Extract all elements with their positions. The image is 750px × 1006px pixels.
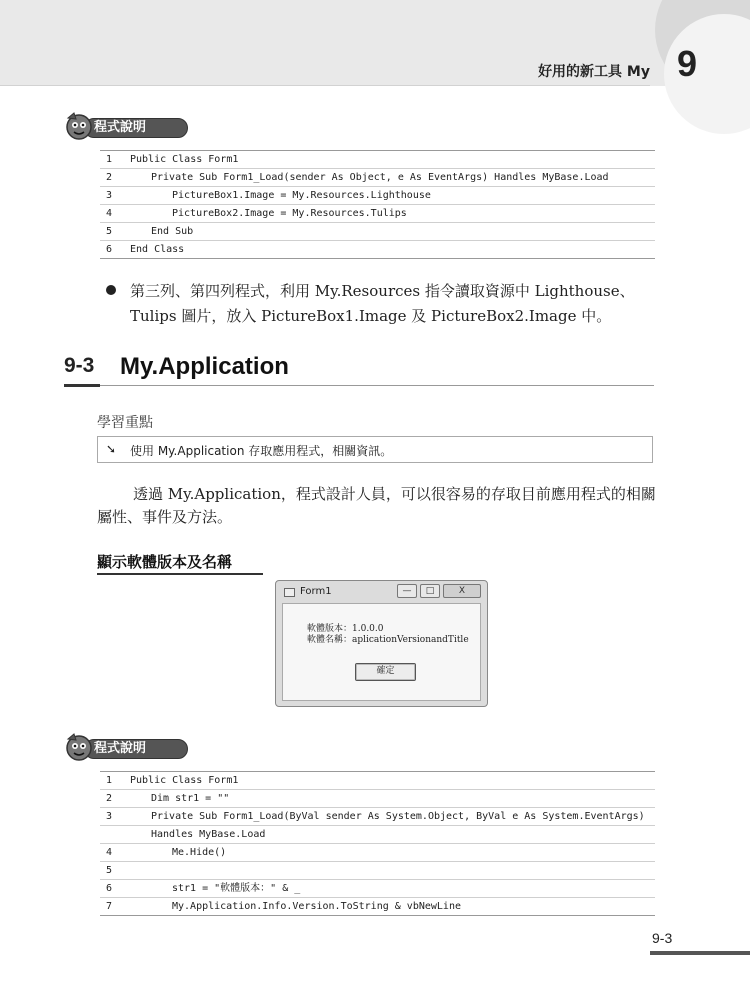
arrow-icon: ➘ [106, 442, 117, 456]
bullet-paragraph: 第三列、第四列程式，利用 My.Resources 指令讀取資源中 Lighthouse、Tulips 圖片，放入 PictureBox1.Image 及 PictureBox2.Image 中。 [130, 282, 635, 325]
maximize-button[interactable]: □ [420, 584, 440, 598]
dialog-client-area [282, 603, 481, 701]
code-text: End Class [130, 244, 185, 255]
code-line [100, 826, 655, 844]
code-line [100, 223, 655, 241]
dialog-title: Form1 [300, 586, 332, 597]
study-points-label: 學習重點 [97, 415, 153, 431]
line-number: 6 [106, 883, 113, 894]
running-header-title: 好用的新工具 My [538, 64, 650, 80]
code-text: Public Class Form1 [130, 154, 239, 165]
program-explanation-badge [62, 114, 192, 140]
line-number: 1 [106, 154, 113, 165]
version-label: 軟體版本：1.0.0.0 [307, 624, 384, 634]
code-text: PictureBox2.Image = My.Resources.Tulips [172, 208, 407, 219]
program-explanation-badge [62, 735, 192, 761]
code-listing-2 [100, 771, 655, 916]
code-text: My.Application.Info.Version.ToString & vbNewLine [172, 901, 461, 912]
mascot-icon [62, 731, 98, 763]
study-points-box [97, 436, 653, 463]
code-line [100, 880, 655, 898]
line-number: 5 [106, 226, 113, 237]
code-text: End Sub [151, 226, 194, 237]
section-rule-accent [64, 384, 100, 387]
code-line [100, 187, 655, 205]
line-number: 7 [106, 901, 113, 912]
code-line [100, 808, 655, 826]
line-number: 4 [106, 208, 113, 219]
line-number: 4 [106, 847, 113, 858]
code-text: PictureBox1.Image = My.Resources.Lighthouse [172, 190, 431, 201]
minimize-button[interactable]: — [397, 584, 417, 598]
code-text: Handles MyBase.Load [151, 829, 266, 840]
code-text: Public Class Form1 [130, 775, 239, 786]
chapter-number: 9 [676, 43, 698, 84]
ok-button[interactable]: 確定 [355, 663, 416, 681]
code-line [100, 205, 655, 223]
line-number: 2 [106, 172, 113, 183]
code-line [100, 790, 655, 808]
page-number: 9-3 [652, 930, 673, 946]
section-number: 9-3 [64, 354, 95, 377]
code-text: Private Sub Form1_Load(ByVal sender As System.Object, ByVal e As System.EventArgs) [151, 811, 645, 822]
line-number: 3 [106, 811, 113, 822]
line-number: 5 [106, 865, 113, 876]
badge-label: 程式說明 [94, 120, 147, 135]
page-number-rule [650, 951, 750, 955]
line-number: 3 [106, 190, 113, 201]
code-line [100, 772, 655, 790]
form1-dialog-screenshot [275, 580, 488, 707]
title-label: 軟體名稱：aplicationVersionandTitle [307, 635, 469, 645]
code-line [100, 862, 655, 880]
line-number: 6 [106, 244, 113, 255]
code-line [100, 169, 655, 187]
header-divider [0, 85, 650, 86]
window-icon [284, 588, 295, 597]
sub-heading-rule [97, 573, 263, 575]
code-line [100, 151, 655, 169]
section-rule [100, 385, 654, 386]
code-text: Dim str1 = "" [151, 793, 230, 804]
code-text: Me.Hide() [172, 847, 227, 858]
section-title: My.Application [120, 353, 289, 380]
line-number: 2 [106, 793, 113, 804]
line-number: 1 [106, 775, 113, 786]
code-line [100, 241, 655, 259]
mascot-icon [62, 110, 98, 142]
code-listing-1 [100, 150, 655, 259]
body-paragraph: 透過 My.Application，程式設計人員，可以很容易的存取目前應用程式的相關屬性、事件及方法。 [97, 485, 656, 526]
code-line [100, 844, 655, 862]
study-point-item: 使用 My.Application 存取應用程式，相關資訊。 [130, 444, 393, 458]
bullet-dot [106, 285, 116, 295]
sub-heading: 顯示軟體版本及名稱 [97, 553, 233, 571]
code-text: str1 = "軟體版本：" & _ [172, 883, 301, 894]
code-text: Private Sub Form1_Load(sender As Object, e As EventArgs) Handles MyBase.Load [151, 172, 609, 183]
code-line [100, 898, 655, 916]
badge-label: 程式說明 [94, 741, 147, 756]
close-button[interactable]: X [443, 584, 481, 598]
